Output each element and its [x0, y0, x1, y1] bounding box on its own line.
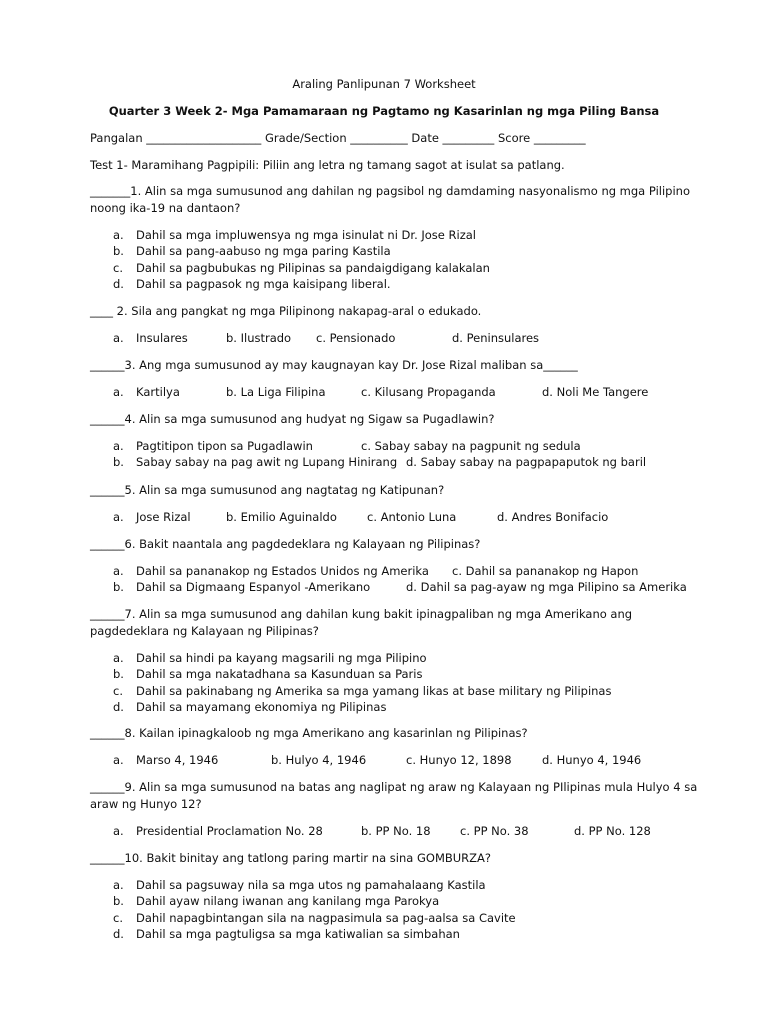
question-6-option-a: Dahil sa pananakop ng Estados Unidos ng Amerika — [136, 564, 429, 578]
question-3-option-c: c. Kilusang Propaganda — [361, 385, 496, 399]
question-7-text: ______7. Alin sa mga sumusunod ang dahilan kung bakit ipinagpaliban ng mga Amerikano ang — [90, 607, 633, 621]
question-5-option-c: c. Antonio Luna — [367, 510, 457, 524]
question-9-option-d: d. PP No. 128 — [574, 824, 651, 838]
question-9-option-a: Presidential Proclamation No. 28 — [136, 824, 323, 838]
option-letter: b. — [113, 894, 124, 908]
question-1-option-d: Dahil sa pagpasok ng mga kaisipang liberal. — [136, 277, 391, 291]
question-7-option-d: Dahil sa mayamang ekonomiya ng Pilipinas — [136, 700, 387, 714]
option-letter: a. — [113, 564, 124, 578]
question-2-option-c: c. Pensionado — [316, 331, 396, 345]
question-4-option-b: Sabay sabay na pag awit ng Lupang Hinirang — [136, 455, 398, 469]
question-2-option-a: Insulares — [136, 331, 188, 345]
question-2-option-d: d. Peninsulares — [452, 331, 540, 345]
question-5-text: ______5. Alin sa mga sumusunod ang nagtatag ng Katipunan? — [90, 483, 445, 497]
question-1-text-cont: noong ika-19 na dantaon? — [90, 201, 241, 215]
question-1-option-b: Dahil sa pang-aabuso ng mga paring Kastila — [136, 244, 391, 258]
option-letter: a. — [113, 385, 124, 399]
question-5-option-b: b. Emilio Aguinaldo — [226, 510, 337, 524]
question-6-text: ______6. Bakit naantala ang pagdedeklara ng Kalayaan ng Pilipinas? — [90, 537, 481, 551]
question-5-option-a: Jose Rizal — [136, 510, 191, 524]
option-letter: d. — [113, 927, 124, 941]
question-4-text: ______4. Alin sa mga sumusunod ang hudyat ng Sigaw sa Pugadlawin? — [90, 412, 495, 426]
question-8-option-c: c. Hunyo 12, 1898 — [406, 753, 512, 767]
test-instructions: Test 1- Maramihang Pagpipili: Piliin ang letra ng tamang sagot at isulat sa patlang. — [90, 158, 565, 172]
option-letter: a. — [113, 878, 124, 892]
question-3-option-a: Kartilya — [136, 385, 180, 399]
option-letter: d. — [113, 277, 124, 291]
option-letter: a. — [113, 651, 124, 665]
option-letter: c. — [113, 684, 123, 698]
question-4-option-d: d. Sabay sabay na pagpapaputok ng baril — [406, 455, 647, 469]
question-7-option-c: Dahil sa pakinabang ng Amerika sa mga yamang likas at base military ng Pilipinas — [136, 684, 612, 698]
question-1-text: _______1. Alin sa mga sumusunod ang dahilan ng pagsibol ng damdaming nasyonalismo ng mga Pilipino — [90, 184, 690, 198]
question-2-option-b: b. Ilustrado — [226, 331, 292, 345]
question-5-option-d: d. Andres Bonifacio — [497, 510, 609, 524]
question-2-text: ____ 2. Sila ang pangkat ng mga Pilipinong nakapag-aral o edukado. — [90, 304, 482, 318]
option-letter: b. — [113, 667, 124, 681]
option-letter: a. — [113, 753, 124, 767]
option-letter: a. — [113, 331, 124, 345]
question-8-option-a: Marso 4, 1946 — [136, 753, 219, 767]
question-9-option-b: b. PP No. 18 — [361, 824, 431, 838]
worksheet-title: Araling Panlipunan 7 Worksheet — [292, 77, 476, 91]
question-3-option-b: b. La Liga Filipina — [226, 385, 326, 399]
option-letter: a. — [113, 510, 124, 524]
question-10-text: ______10. Bakit binitay ang tatlong paring martir na sina GOMBURZA? — [90, 851, 492, 865]
question-10-option-c: Dahil napagbintangan sila na nagpasimula sa pag-aalsa sa Cavite — [136, 911, 516, 925]
question-1-option-a: Dahil sa mga impluwensya ng mga isinulat ni Dr. Jose Rizal — [136, 228, 476, 242]
question-8-option-d: d. Hunyo 4, 1946 — [542, 753, 642, 767]
question-7-option-b: Dahil sa mga nakatadhana sa Kasunduan sa Paris — [136, 667, 423, 681]
option-letter: a. — [113, 824, 124, 838]
question-8-text: ______8. Kailan ipinagkaloob ng mga Amerikano ang kasarinlan ng Pilipinas? — [90, 726, 528, 740]
question-9-text-cont: araw ng Hunyo 12? — [90, 797, 202, 811]
question-3-text: ______3. Ang mga sumusunod ay may kaugnayan kay Dr. Jose Rizal maliban sa______ — [90, 358, 578, 372]
question-4-option-c: c. Sabay sabay na pagpunit ng sedula — [361, 439, 581, 453]
question-7-text-cont: pagdedeklara ng Kalayaan ng Pilipinas? — [90, 624, 319, 638]
option-letter: a. — [113, 228, 124, 242]
question-1-option-c: Dahil sa pagbubukas ng Pilipinas sa pandaigdigang kalakalan — [136, 261, 490, 275]
question-10-option-b: Dahil ayaw nilang iwanan ang kanilang mga Parokya — [136, 894, 440, 908]
question-4-option-a: Pagtitipon tipon sa Pugadlawin — [136, 439, 313, 453]
question-10-option-a: Dahil sa pagsuway nila sa mga utos ng pamahalaang Kastila — [136, 878, 486, 892]
option-letter: d. — [113, 700, 124, 714]
question-9-text: ______9. Alin sa mga sumusunod na batas ang naglipat ng araw ng Kalayaan ng PIlipinas mula Hulyo 4 sa — [90, 780, 698, 794]
question-9-option-c: c. PP No. 38 — [460, 824, 529, 838]
question-6-option-b: Dahil sa Digmaang Espanyol -Amerikano — [136, 580, 371, 594]
question-10-option-d: Dahil sa mga pagtuligsa sa mga katiwalian sa simbahan — [136, 927, 460, 941]
student-info-fields: Pangalan ____________________ Grade/Section __________ Date _________ Score _________ — [90, 131, 586, 145]
question-6-option-d: d. Dahil sa pag-ayaw ng mga Pilipino sa Amerika — [406, 580, 687, 594]
worksheet-subtitle: Quarter 3 Week 2- Mga Pamamaraan ng Pagtamo ng Kasarinlan ng mga Piling Bansa — [108, 104, 660, 118]
question-6-option-c: c. Dahil sa pananakop ng Hapon — [452, 564, 639, 578]
option-letter: b. — [113, 244, 124, 258]
option-letter: a. — [113, 439, 124, 453]
question-3-option-d: d. Noli Me Tangere — [542, 385, 649, 399]
question-8-option-b: b. Hulyo 4, 1946 — [271, 753, 367, 767]
question-7-option-a: Dahil sa hindi pa kayang magsarili ng mga Pilipino — [136, 651, 427, 665]
option-letter: b. — [113, 580, 124, 594]
option-letter: c. — [113, 261, 123, 275]
option-letter: b. — [113, 455, 124, 469]
option-letter: c. — [113, 911, 123, 925]
